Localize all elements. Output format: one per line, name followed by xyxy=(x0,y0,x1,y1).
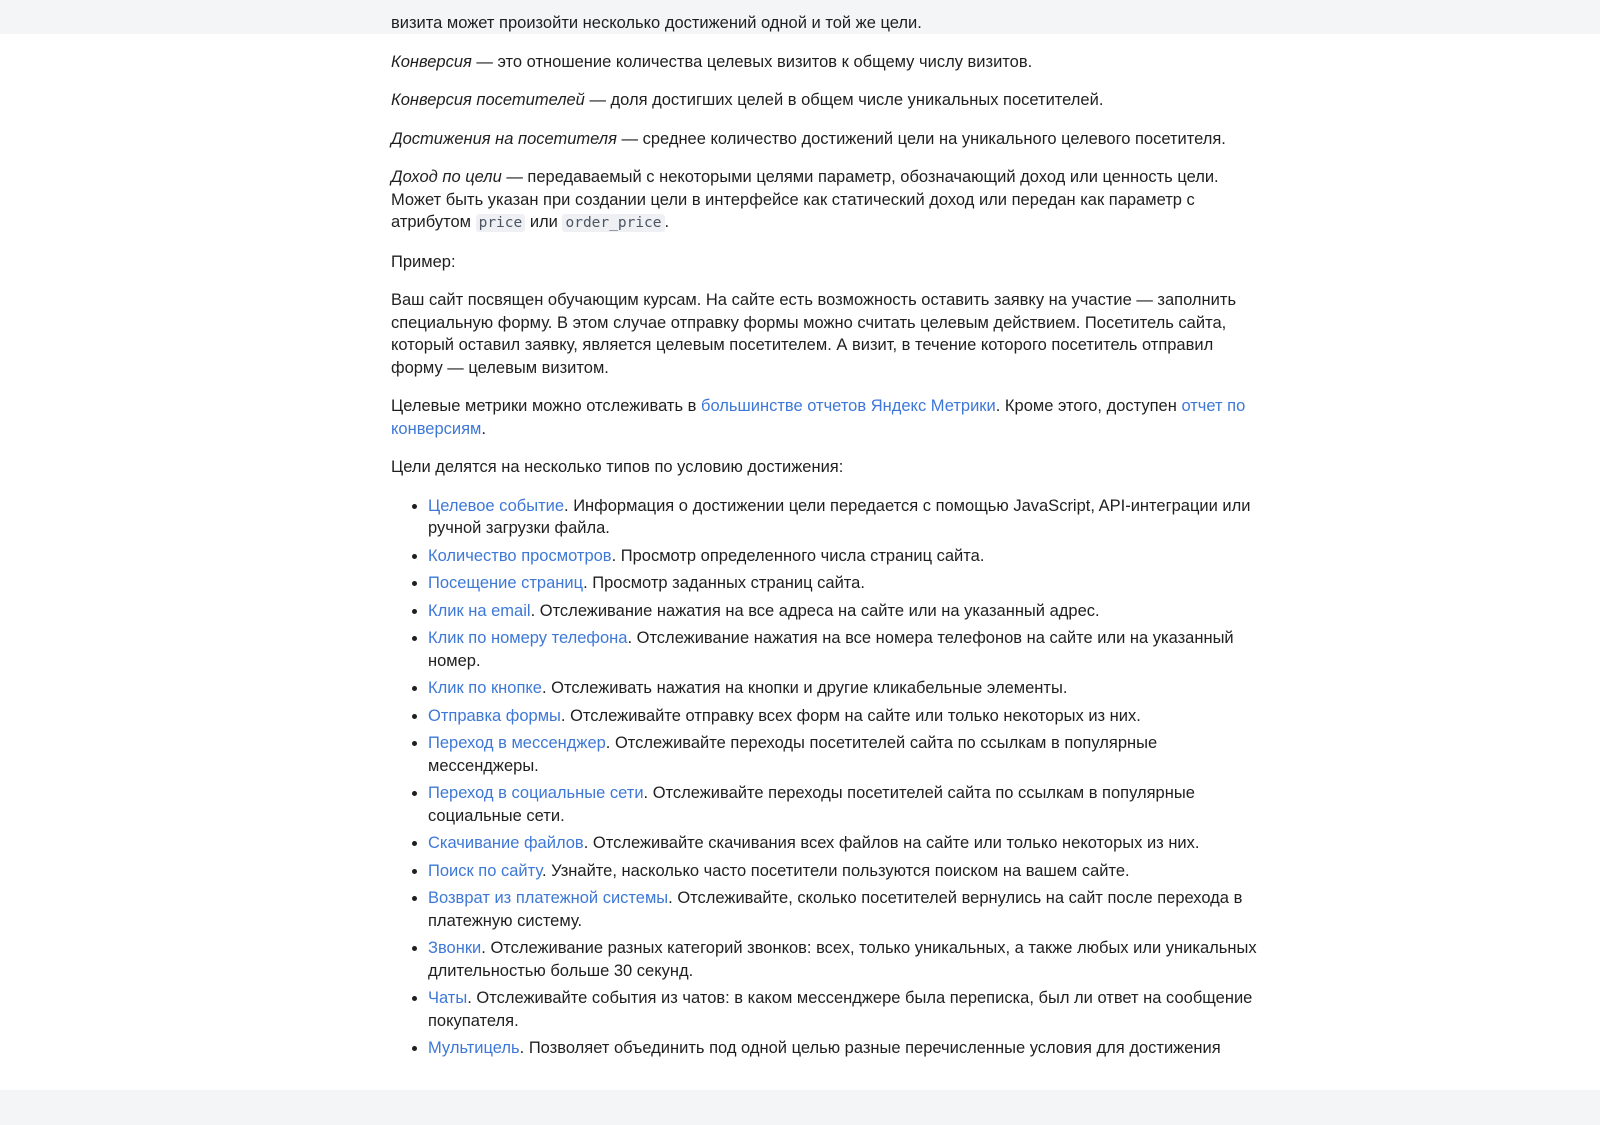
goal-type-description: . Просмотр определенного числа страниц сайта. xyxy=(611,546,985,565)
definition-goal-revenue xyxy=(391,166,1267,235)
document-page xyxy=(0,14,1600,1090)
goal-type-description: . Отслеживание нажатия на все номера телефонов на сайте или на указанный номер. xyxy=(428,629,1234,670)
definition-visitor-conversion xyxy=(391,89,1267,112)
metrics-paragraph xyxy=(391,395,1267,440)
bottom-scroll-band xyxy=(0,1090,1600,1125)
goal-type-link[interactable]: Переход в социальные сети xyxy=(428,784,644,802)
conjunction-text: или xyxy=(525,213,563,231)
list-item xyxy=(428,987,1267,1032)
goal-type-link[interactable]: Клик на email xyxy=(428,601,531,620)
list-item xyxy=(428,937,1267,982)
goal-type-link[interactable]: Переход в мессенджер xyxy=(428,734,606,752)
definition-text: — это отношение количества целевых визитов к общему числу визитов. xyxy=(471,52,1033,71)
list-item xyxy=(428,677,1267,700)
list-item xyxy=(428,860,1267,883)
goal-type-link[interactable]: Клик по номеру телефона xyxy=(428,629,628,647)
list-item xyxy=(428,732,1267,777)
goal-type-link[interactable]: Клик по кнопке xyxy=(428,679,542,697)
goal-type-description: . Отслеживайте скачивания всех файлов на сайте или только некоторых из них. xyxy=(583,834,1200,852)
goal-types-intro: Цели делятся на несколько типов по условию достижения: xyxy=(391,458,844,476)
list-item xyxy=(428,545,1267,568)
goal-type-description: . Отслеживайте события из чатов: в каком мессенджере была переписка, был ли ответ на сообщение покупателя. xyxy=(428,989,1253,1030)
goal-type-description: . Отслеживать нажатия на кнопки и другие кликабельные элементы. xyxy=(541,679,1068,697)
metrics-text: Целевые метрики можно отслеживать в xyxy=(391,397,702,415)
goal-type-link[interactable]: Звонки xyxy=(428,939,482,957)
goal-type-description: . Информация о достижении цели передается с помощью JavaScript, API-интеграции или ручной загрузки файла. xyxy=(428,496,1251,537)
list-item xyxy=(428,600,1267,623)
article-body xyxy=(391,12,1267,1065)
list-item xyxy=(428,1037,1267,1060)
definition-achievements-per-visitor xyxy=(391,128,1267,151)
definition-term: Достижения на посетителя xyxy=(391,129,617,148)
goal-type-description: . Позволяет объединить под одной целью разные перечисленные условия для достижения xyxy=(519,1039,1221,1057)
definition-text: — доля достигших целей в общем числе уникальных посетителей. xyxy=(584,91,1104,109)
goal-type-link[interactable]: Целевое событие xyxy=(428,496,565,515)
goal-types-list xyxy=(391,495,1267,1060)
code-order-price: order_price xyxy=(562,214,664,232)
metrics-text: . Кроме этого, доступен xyxy=(995,397,1182,415)
metrics-text: . xyxy=(481,419,486,438)
list-item xyxy=(428,495,1267,540)
goal-type-link[interactable]: Посещение страниц xyxy=(428,574,584,592)
goal-type-link[interactable]: Чаты xyxy=(428,989,468,1007)
goal-type-link[interactable]: Отправка формы xyxy=(428,706,561,725)
goal-type-link[interactable]: Возврат из платежной системы xyxy=(428,889,669,907)
list-item xyxy=(428,782,1267,827)
period-text: . xyxy=(664,213,670,231)
definition-text: — передаваемый с некоторыми целями параметр, обозначающий доход или ценность цели. Может быть указан при создании цели в интерфейсе как статический доход или передан как параметр с атрибутом xyxy=(391,168,1219,231)
goal-type-description: . Отслеживайте переходы посетителей сайта по ссылкам в популярные социальные сети. xyxy=(428,784,1195,825)
link-conversion-report[interactable]: отчет по конверсиям xyxy=(391,397,1246,438)
goal-type-description: . Отслеживание разных категорий звонков: всех, только уникальных, а также любых или уникальных длительностью больше 30 секунд. xyxy=(428,939,1257,980)
definition-term: Конверсия xyxy=(391,52,472,71)
goal-type-link[interactable]: Поиск по сайту xyxy=(428,861,542,880)
example-paragraph: Ваш сайт посвящен обучающим курсам. На сайте есть возможность оставить заявку на участие — заполнить специальную форму. В этом случае отправку формы можно считать целевым действием. Посетитель сайта, который оставил заявку, является целевым посетителем. А визит, в течение которого посетитель отправил форму — целевым визитом. xyxy=(391,291,1237,377)
definition-text: — среднее количество достижений цели на уникального целевого посетителя. xyxy=(616,129,1226,148)
goal-type-link[interactable]: Количество просмотров xyxy=(428,546,612,565)
definition-term: Доход по цели xyxy=(391,168,502,186)
goal-type-description: . Отслеживание нажатия на все адреса на сайте или на указанный адрес. xyxy=(530,601,1100,620)
goal-type-description: . Узнайте, насколько часто посетители пользуются поиском на вашем сайте. xyxy=(542,861,1130,880)
code-price: price xyxy=(476,214,526,232)
intro-tail-paragraph: визита может произойти несколько достижений одной и той же цели. xyxy=(391,14,922,32)
list-item xyxy=(428,572,1267,595)
goal-type-description: . Отслеживайте, сколько посетителей вернулись на сайт после перехода в платежную систему. xyxy=(428,889,1243,930)
goal-type-description: . Просмотр заданных страниц сайта. xyxy=(583,574,865,592)
list-item xyxy=(428,832,1267,855)
list-item xyxy=(428,887,1267,932)
goal-type-description: . Отслеживайте отправку всех форм на сайте или только некоторых из них. xyxy=(560,706,1141,725)
goal-type-link[interactable]: Мультицель xyxy=(428,1039,520,1057)
goal-type-link[interactable]: Скачивание файлов xyxy=(428,834,584,852)
list-item xyxy=(428,627,1267,672)
definition-term: Конверсия посетителей xyxy=(391,91,585,109)
goal-type-description: . Отслеживайте переходы посетителей сайта по ссылкам в популярные мессенджеры. xyxy=(428,734,1158,775)
list-item xyxy=(428,705,1267,728)
example-label: Пример: xyxy=(391,252,456,271)
link-most-reports[interactable]: большинстве отчетов Яндекс Метрики xyxy=(701,397,996,415)
definition-conversion xyxy=(391,51,1267,74)
